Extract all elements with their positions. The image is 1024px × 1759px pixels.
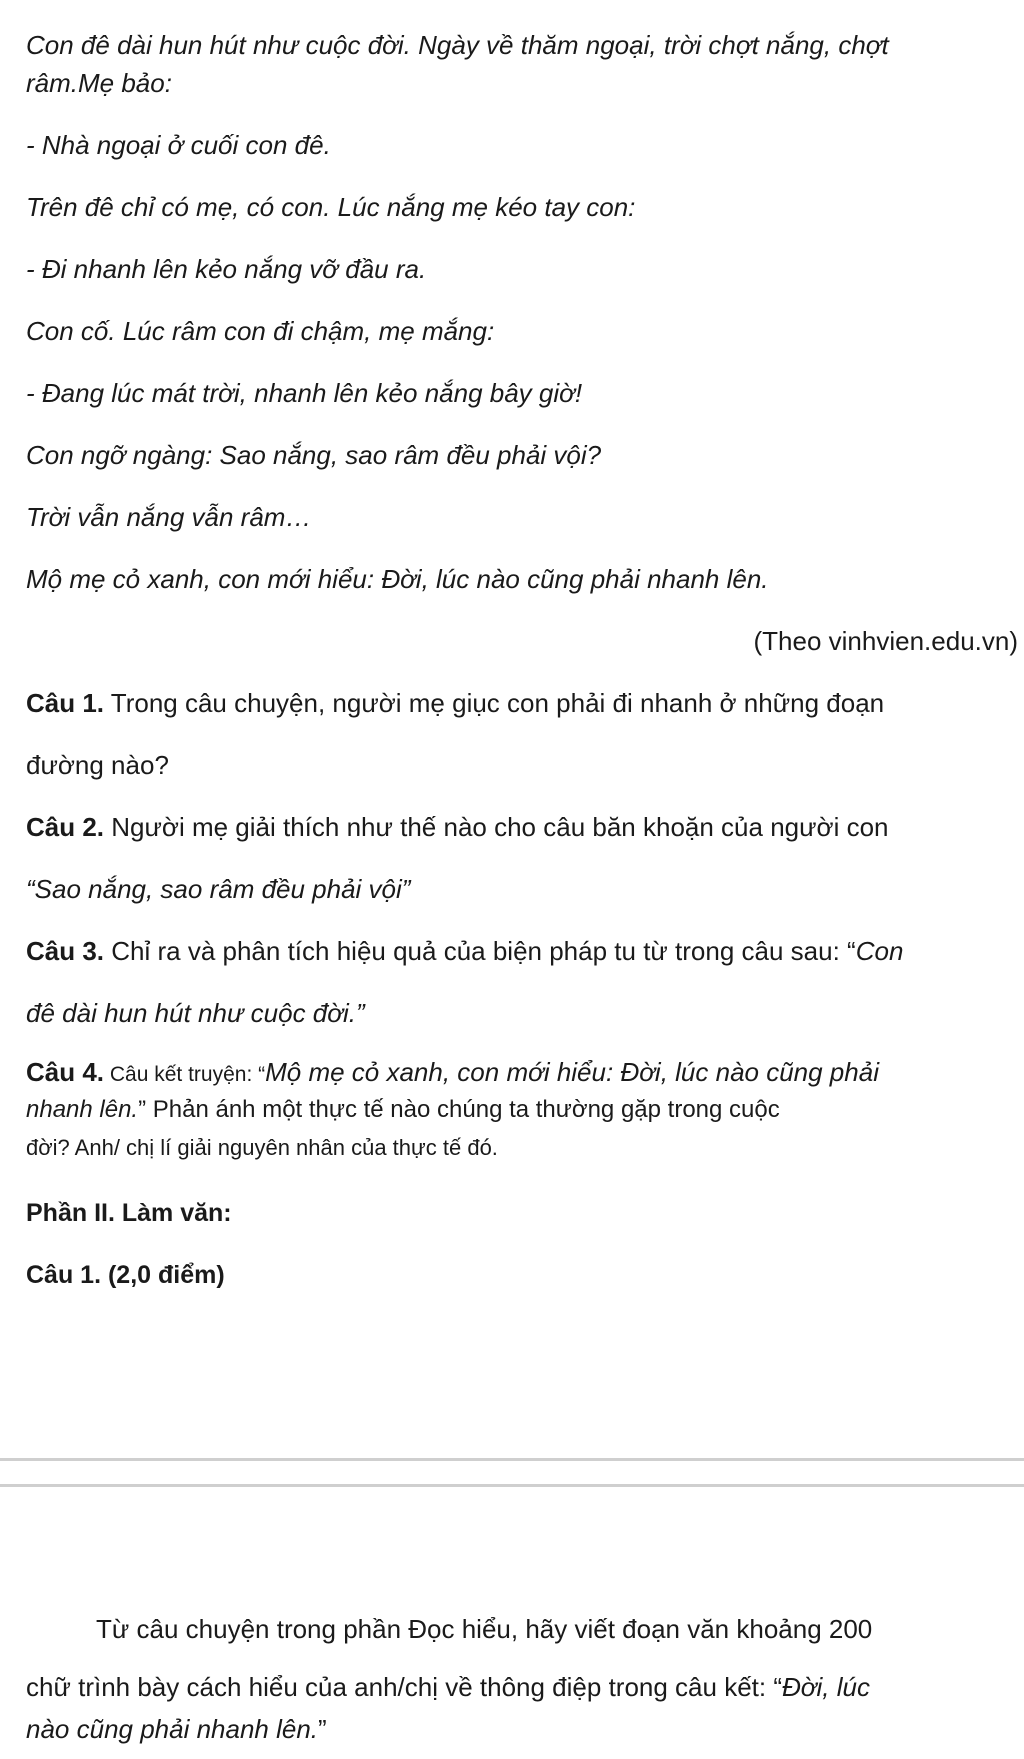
quoted-text: nhanh lên.	[26, 1096, 139, 1123]
question-number: Câu 3.	[26, 936, 105, 966]
story-line: Con cố. Lúc râm con đi chậm, mẹ mắng:	[26, 316, 495, 346]
story-line: Con ngỡ ngàng: Sao nắng, sao râm đều phải vội?	[26, 440, 602, 470]
question-number: Câu 4.	[26, 1057, 105, 1087]
question-4	[26, 1055, 1016, 1092]
task-line	[26, 1712, 1016, 1746]
question-number: Câu 1.	[26, 688, 105, 718]
divider	[0, 1484, 1024, 1487]
question-text: Câu kết truyện: “	[104, 1063, 266, 1086]
question-heading: Câu 1. (2,0 điểm)	[26, 1261, 225, 1289]
question-2	[26, 810, 1016, 844]
question-text: ” Phản ánh một thực tế nào chúng ta thường gặp trong cuộc	[138, 1096, 780, 1123]
task-line	[26, 1670, 1016, 1704]
task-line: Từ câu chuyện trong phần Đọc hiểu, hãy viết đoạn văn khoảng 200	[96, 1614, 873, 1644]
question-text: đời? Anh/ chị lí giải nguyên nhân của thực tế đó.	[26, 1135, 498, 1160]
question-1	[26, 686, 1016, 720]
story-line: - Đang lúc mát trời, nhanh lên kẻo nắng bây giờ!	[26, 378, 583, 408]
story-line: - Nhà ngoại ở cuối con đê.	[26, 130, 331, 160]
source-citation: (Theo vinhvien.edu.vn)	[753, 626, 1018, 656]
story-line: râm.Mẹ bảo:	[26, 68, 172, 98]
task-text: ”	[318, 1714, 327, 1744]
story-line: Trên đê chỉ có mẹ, có con. Lúc nắng mẹ kéo tay con:	[26, 192, 636, 222]
section-heading: Phần II. Làm văn:	[26, 1199, 232, 1227]
question-text: đường nào?	[26, 750, 169, 780]
quoted-text: Mộ mẹ cỏ xanh, con mới hiểu: Đời, lúc nào cũng phải	[265, 1057, 879, 1087]
quoted-text: nào cũng phải nhanh lên.	[26, 1714, 319, 1744]
story-line: Mộ mẹ cỏ xanh, con mới hiểu: Đời, lúc nào cũng phải nhanh lên.	[26, 564, 769, 594]
quoted-text: Con	[855, 936, 904, 966]
story-line: Trời vẫn nắng vẫn râm…	[26, 502, 312, 532]
question-text: Chỉ ra và phân tích hiệu quả của biện pháp tu từ trong câu sau: “	[104, 936, 856, 966]
question-3	[26, 934, 1016, 968]
quoted-text: đê dài hun hút như cuộc đời.”	[26, 998, 365, 1028]
question-number: Câu 2.	[26, 812, 105, 842]
divider	[0, 1458, 1024, 1461]
question-text: Người mẹ giải thích như thế nào cho câu băn khoặn của người con	[104, 812, 889, 842]
story-line: Con đê dài hun hút như cuộc đời. Ngày về thăm ngoại, trời chợt nắng, chợt	[26, 30, 889, 60]
question-4-line-2	[26, 1093, 1016, 1127]
question-text: Trong câu chuyện, người mẹ giục con phải đi nhanh ở những đoạn	[104, 688, 885, 718]
task-text: chữ trình bày cách hiểu của anh/chị về thông điệp trong câu kết: “	[26, 1672, 782, 1702]
quoted-text: Đời, lúc	[781, 1672, 870, 1702]
question-text: “Sao nắng, sao râm đều phải vội”	[26, 874, 411, 904]
story-line: - Đi nhanh lên kẻo nắng vỡ đầu ra.	[26, 254, 427, 284]
